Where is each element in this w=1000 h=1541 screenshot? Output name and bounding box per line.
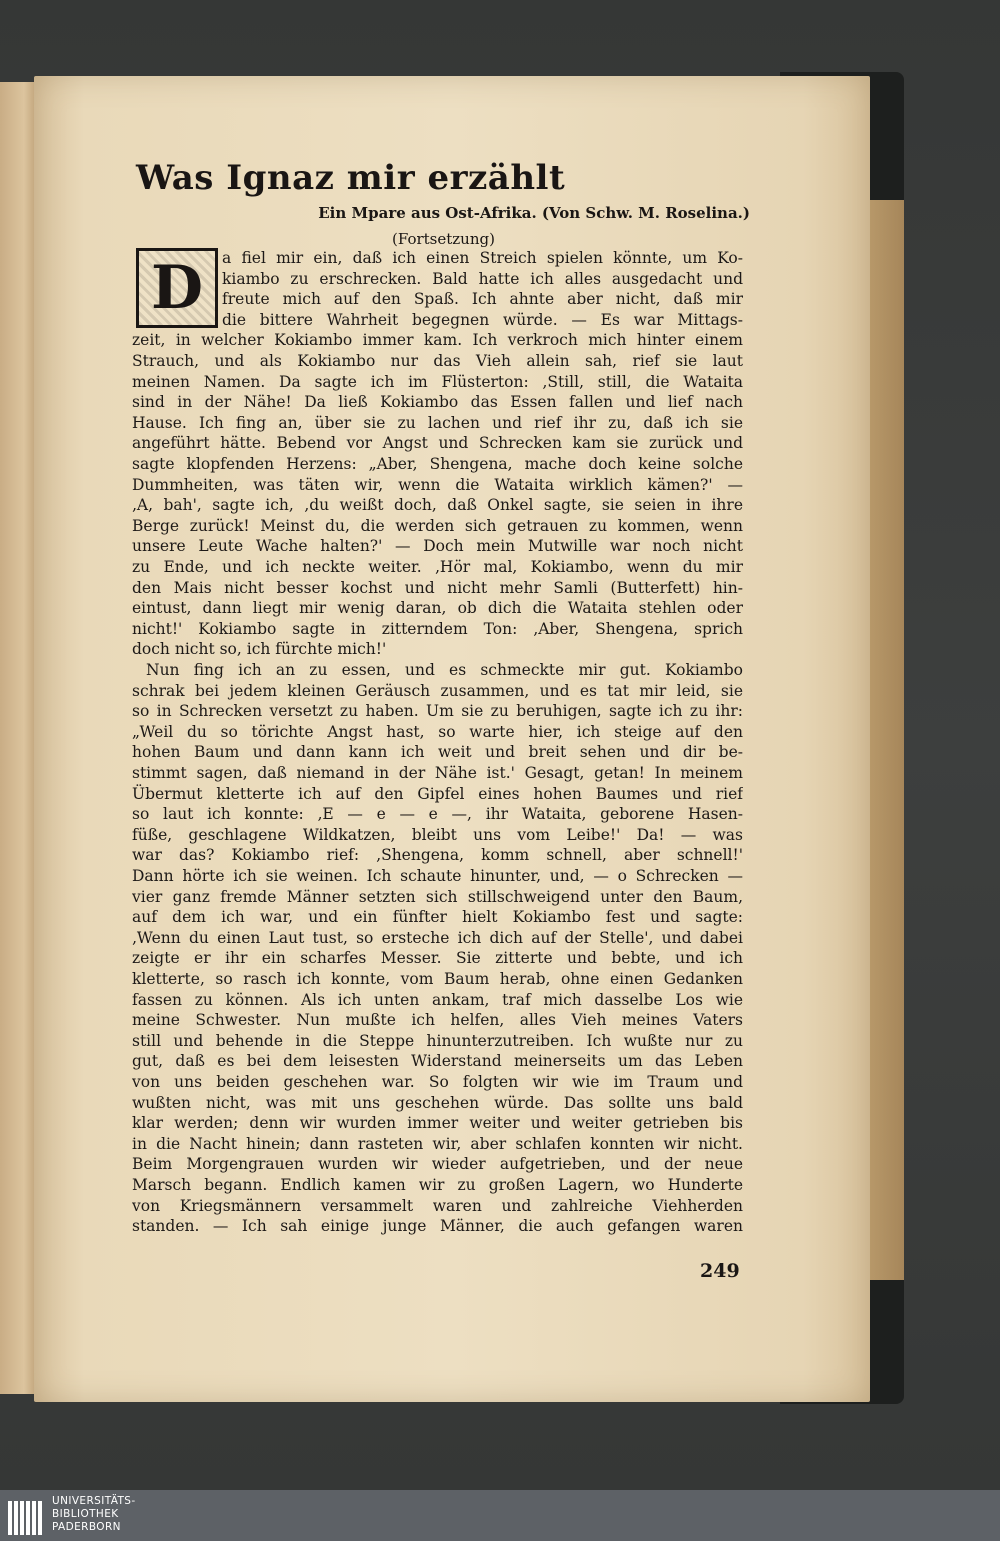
text-line: meinen Namen. Da sagte ich im Flüsterton: ‚Still, still, die Wataita xyxy=(132,372,743,391)
text-line: gut, daß es bei dem leisesten Widerstand meinerseits um das Leben xyxy=(132,1052,743,1071)
article-subtitle: Ein Mpare aus Ost-Afrika. (Von Schw. M. Roselina.) xyxy=(318,204,750,222)
text-line: sagte klopfenden Herzens: „Aber, Shengena, mache doch keine solche xyxy=(132,455,743,473)
text-line: hohen Baum und dann kann ich weit und breit sehen und dir be- xyxy=(132,743,743,762)
text-line: Dummheiten, was täten wir, wenn die Wataita wirklich kämen?' — xyxy=(132,475,743,494)
text-line: Hause. Ich fing an, über sie zu lachen und rief ihr zu, daß ich sie xyxy=(132,413,743,432)
library-logo-text xyxy=(52,1495,136,1534)
text-line: freute mich auf den Spaß. Ich ahnte aber nicht, daß mir xyxy=(222,290,743,309)
text-line: Dann hörte ich sie weinen. Ich schaute hinunter, und, — o Schrecken — xyxy=(132,867,743,885)
text-line: war das? Kokiambo rief: ‚Shengena, komm schnell, aber schnell!' xyxy=(132,846,743,865)
text-line: zeit, in welcher Kokiambo immer kam. Ich verkroch mich hinter einem xyxy=(132,331,743,350)
text-line: ‚Wenn du einen Laut tust, so ersteche ich dich auf der Stelle', und dabei xyxy=(132,928,743,947)
text-line: ‚A, bah', sagte ich, ‚du weißt doch, daß Onkel sagte, sie seien in ihre xyxy=(132,496,743,515)
text-line: zeigte er ihr ein scharfes Messer. Sie zitterte und bebte, und ich xyxy=(132,949,743,968)
text-line: „Weil du so törichte Angst hast, so warte hier, ich steige auf den xyxy=(132,722,743,741)
text-line: meine Schwester. Nun mußte ich helfen, alles Vieh meines Vaters xyxy=(132,1011,743,1030)
text-line: Beim Morgengrauen wurden wir wieder aufgetrieben, und der neue xyxy=(132,1155,743,1174)
page-number: 249 xyxy=(700,1260,740,1282)
text-line: in die Nacht hinein; dann rasteten wir, aber schlafen konnten wir nicht. xyxy=(132,1134,743,1153)
text-line: doch nicht so, ich fürchte mich!' xyxy=(132,640,387,659)
text-line: vier ganz fremde Männer setzten sich stillschweigend unter den Baum, xyxy=(132,887,743,906)
text-line: standen. — Ich sah einige junge Männer, die auch gefangen waren xyxy=(132,1217,743,1236)
text-line: eintust, dann liegt mir wenig daran, ob dich die Wataita stehlen oder xyxy=(132,599,743,618)
text-line: die bittere Wahrheit begegnen würde. — Es war Mittags- xyxy=(222,310,743,329)
text-line: kletterte, so rasch ich konnte, vom Baum herab, ohne einen Gedanken xyxy=(132,970,743,988)
text-line: fassen zu können. Als ich unten ankam, traf mich dasselbe Los wie xyxy=(132,990,743,1009)
text-line: Marsch begann. Endlich kamen wir zu großen Lagern, wo Hunderte xyxy=(132,1176,743,1194)
text-line: von uns beiden geschehen war. So folgten wir wie im Traum und xyxy=(132,1073,743,1091)
text-line: stimmt sagen, daß niemand in der Nähe ist.' Gesagt, getan! In meinem xyxy=(132,764,743,782)
text-line: zu Ende, und ich neckte weiter. ‚Hör mal, Kokiambo, wenn du mir xyxy=(132,558,743,576)
article-title: Was Ignaz mir erzählt xyxy=(136,158,566,198)
text-line: nicht!' Kokiambo sagte in zitterndem Ton: ‚Aber, Shengena, sprich xyxy=(132,619,743,638)
text-line: Nun fing ich an zu essen, und es schmeckte mir gut. Kokiambo xyxy=(146,661,743,679)
text-line: den Mais nicht besser kochst und nicht mehr Samli (Butterfett) hin- xyxy=(132,578,743,597)
text-line: so laut ich konnte: ‚E — e — e —, ihr Wataita, geborene Hasen- xyxy=(132,805,743,824)
text-line: auf dem ich war, und ein fünfter hielt Kokiambo fest und sagte: xyxy=(132,908,743,927)
dropcap-initial: D xyxy=(136,248,218,328)
library-logo-icon xyxy=(8,1497,46,1535)
text-line: kiambo zu erschrecken. Bald hatte ich alles ausgedacht und xyxy=(222,269,743,288)
text-line: so in Schrecken versetzt zu haben. Um sie zu beruhigen, sagte ich zu ihr: xyxy=(132,702,743,721)
text-line: wußten nicht, was mit uns geschehen würde. Das sollte uns bald xyxy=(132,1093,743,1112)
logo-line: BIBLIOTHEK xyxy=(52,1508,119,1520)
continuation-note: (Fortsetzung) xyxy=(392,230,495,248)
text-line: von Kriegsmännern versammelt waren und zahlreiche Viehherden xyxy=(132,1196,743,1215)
page-block-edge xyxy=(868,200,904,1280)
text-line: a fiel mir ein, daß ich einen Streich spielen könnte, um Ko- xyxy=(222,249,743,267)
text-line: unsere Leute Wache halten?' — Doch mein Mutwille war noch nicht xyxy=(132,537,743,556)
text-line: schrak bei jedem kleinen Geräusch zusammen, und es tat mir leid, sie xyxy=(132,681,743,700)
library-footer xyxy=(0,1490,1000,1541)
text-line: Berge zurück! Meinst du, die werden sich getrauen zu kommen, wenn xyxy=(132,516,743,535)
text-line: füße, geschlagene Wildkatzen, bleibt uns vom Leibe!' Da! — was xyxy=(132,825,743,844)
text-line: sind in der Nähe! Da ließ Kokiambo das Essen fallen und lief nach xyxy=(132,393,743,412)
logo-line: PADERBORN xyxy=(52,1521,121,1533)
text-line: klar werden; denn wir wurden immer weiter und weiter getrieben bis xyxy=(132,1114,743,1133)
logo-line: UNIVERSITÄTS- xyxy=(52,1495,136,1507)
text-line: angeführt hätte. Bebend vor Angst und Schrecken kam sie zurück und xyxy=(132,434,743,453)
text-line: still und behende in die Steppe hinunterzutreiben. Ich wußte nur zu xyxy=(132,1031,743,1050)
text-line: Strauch, und als Kokiambo nur das Vieh allein sah, rief sie laut xyxy=(132,352,743,370)
text-line: Übermut kletterte ich auf den Gipfel eines hohen Baumes und rief xyxy=(132,784,743,803)
